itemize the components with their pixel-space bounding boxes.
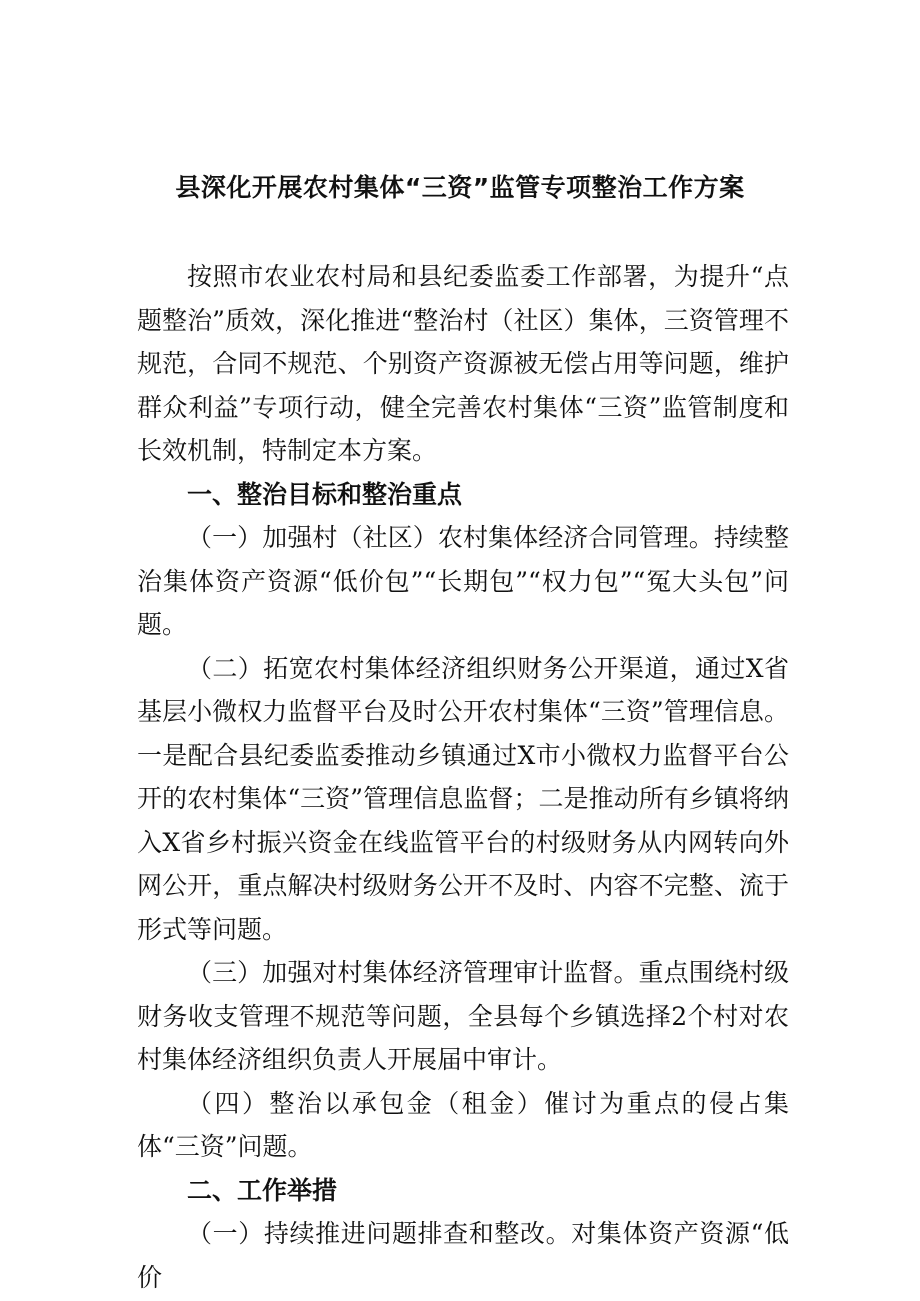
section-heading-1: 一、整治目标和整治重点 <box>187 479 463 509</box>
section1-item-3: （三）加强对村集体经济管理审计监督。重点围绕村级财务收支管理不规范等问题，全县每个乡镇选择2个村对农村集体经济组织负责人开展届中审计。 <box>137 958 789 1074</box>
section1-item-4: （四）整治以承包金（租金）催讨为重点的侵占集体“三资”问题。 <box>137 1088 789 1161</box>
section1-item-2: （二）拓宽农村集体经济组织财务公开渠道，通过X省基层小微权力监督平台及时公开农村集体“三资”管理信息。一是配合县纪委监委推动乡镇通过X市小微权力监督平台公开的农村集体“三资”管理信息监督；二是推动所有乡镇将纳入X省乡村振兴资金在线监管平台的村级财务从内网转向外网公开，重点解决村级财务公开不及时、内容不完整、流于形式等问题。 <box>137 653 789 944</box>
document-body <box>137 255 789 1299</box>
section2-item-1: （一）持续推进问题排查和整改。对集体资产资源“低价 <box>137 1219 789 1292</box>
intro-paragraph: 按照市农业农村局和县纪委监委工作部署，为提升“点题整治”质效，深化推进“整治村（社区）集体，三资管理不规范，合同不规范、个别资产资源被无偿占用等问题，维护群众利益”专项行动，健全完善农村集体“三资”监管制度和长效机制，特制定本方案。 <box>137 262 789 465</box>
section-heading-2: 二、工作举措 <box>187 1175 338 1205</box>
document-title: 县深化开展农村集体“三资”监管专项整治工作方案 <box>175 173 745 202</box>
section1-item-1: （一）加强村（社区）农村集体经济合同管理。持续整治集体资产资源“低价包”“长期包”“权力包”“冤大头包”问题。 <box>137 523 789 639</box>
